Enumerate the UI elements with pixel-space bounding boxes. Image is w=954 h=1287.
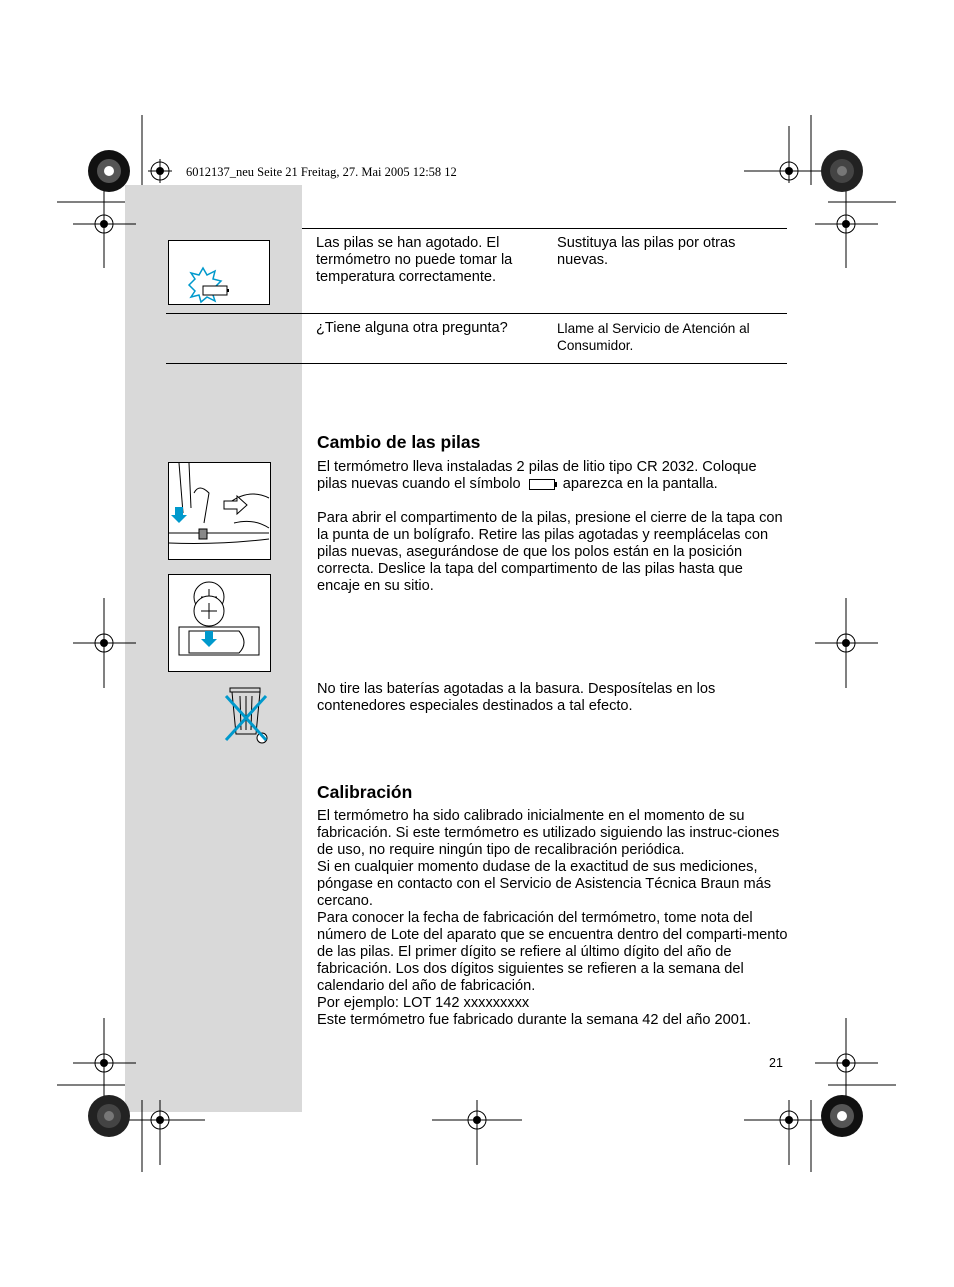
batteries-p1-text-a: El termómetro lleva instaladas 2 pilas de litio tipo CR 2032. Coloque pilas nuevas cuando el símbolo bbox=[317, 459, 757, 492]
registration-mark-icon bbox=[73, 180, 136, 268]
batteries-paragraph-3: No tire las baterías agotadas a la basura. Desposítelas en los contenedores especiales destinados a tal efecto. bbox=[317, 681, 716, 714]
star-target-icon bbox=[821, 150, 863, 192]
star-target-icon bbox=[88, 150, 130, 192]
insert-batteries-illustration bbox=[168, 574, 271, 672]
registration-mark-icon bbox=[73, 1018, 136, 1108]
batteries-p1-text-b: aparezca en la pantalla. bbox=[562, 476, 718, 492]
table-row-divider bbox=[166, 313, 787, 314]
table-top-rule bbox=[302, 228, 787, 229]
low-battery-display-icon bbox=[168, 240, 270, 305]
page-number: 21 bbox=[769, 1056, 783, 1070]
table-row-1-problem: Las pilas se han agotado. El termómetro no puede tomar la temperatura correctamente. bbox=[316, 235, 513, 285]
registration-mark-icon bbox=[148, 159, 172, 183]
registration-mark-icon bbox=[744, 1100, 834, 1165]
star-target-icon bbox=[88, 1095, 130, 1137]
registration-mark-icon bbox=[73, 598, 136, 688]
crossed-bin-icon bbox=[222, 682, 272, 746]
registration-mark-icon bbox=[815, 180, 878, 268]
calibration-body: El termómetro ha sido calibrado inicialmente en el momento de su fabricación. Si este termómetro es utilizado siguiendo las instruc-ciones de uso, no require ningún tipo de recalibración periódica. Si en cualquier momento dudase de la exactitud de sus mediciones, póngase en contacto con el Servicio de Asistencia Técnica Braun más cercano. Para conocer la fecha de fabricación del termómetro, tome nota del número de Lote del aparato que se encuentra dentro del comparti-mento de las pilas. El primer dígito se refiere al último dígito del año de fabricación. Los dos dígitos siguientes se refieren a la semana del calendario del año de fabricación. Por ejemplo: LOT 142 xxxxxxxxx Este termómetro fue fabricado durante la semana 42 del año 2001. bbox=[317, 808, 788, 1028]
registration-mark-icon bbox=[744, 126, 834, 183]
print-header: 6012137_neu Seite 21 Freitag, 27. Mai 2005 12:58 12 bbox=[186, 165, 457, 179]
registration-mark-icon bbox=[432, 1100, 522, 1165]
table-row-2-solution: Llame al Servicio de Atención al Consumidor. bbox=[557, 321, 750, 353]
batteries-paragraph-1 bbox=[317, 459, 787, 493]
open-compartment-illustration bbox=[168, 462, 271, 560]
registration-mark-icon bbox=[815, 1018, 878, 1108]
registration-mark-icon bbox=[815, 598, 878, 688]
battery-symbol-icon bbox=[529, 479, 555, 490]
table-row-1-solution: Sustituya las pilas por otras nuevas. bbox=[557, 235, 736, 268]
section-title-batteries: Cambio de las pilas bbox=[317, 432, 481, 452]
registration-mark-icon bbox=[116, 1100, 205, 1165]
table-row-2-problem: ¿Tiene alguna otra pregunta? bbox=[316, 320, 508, 336]
batteries-paragraph-2: Para abrir el compartimento de la pilas, presione el cierre de la tapa con la punta de un bolígrafo. Retire las pilas agotadas y reemplácelas con pilas nuevas, asegurándose de que los polos están en la posición correcta. Deslice la tapa del compartimento de las pilas hasta que encaje en su sitio. bbox=[317, 510, 783, 594]
star-target-icon bbox=[821, 1095, 863, 1137]
table-bottom-rule bbox=[166, 363, 787, 364]
section-title-calibration: Calibración bbox=[317, 782, 413, 802]
